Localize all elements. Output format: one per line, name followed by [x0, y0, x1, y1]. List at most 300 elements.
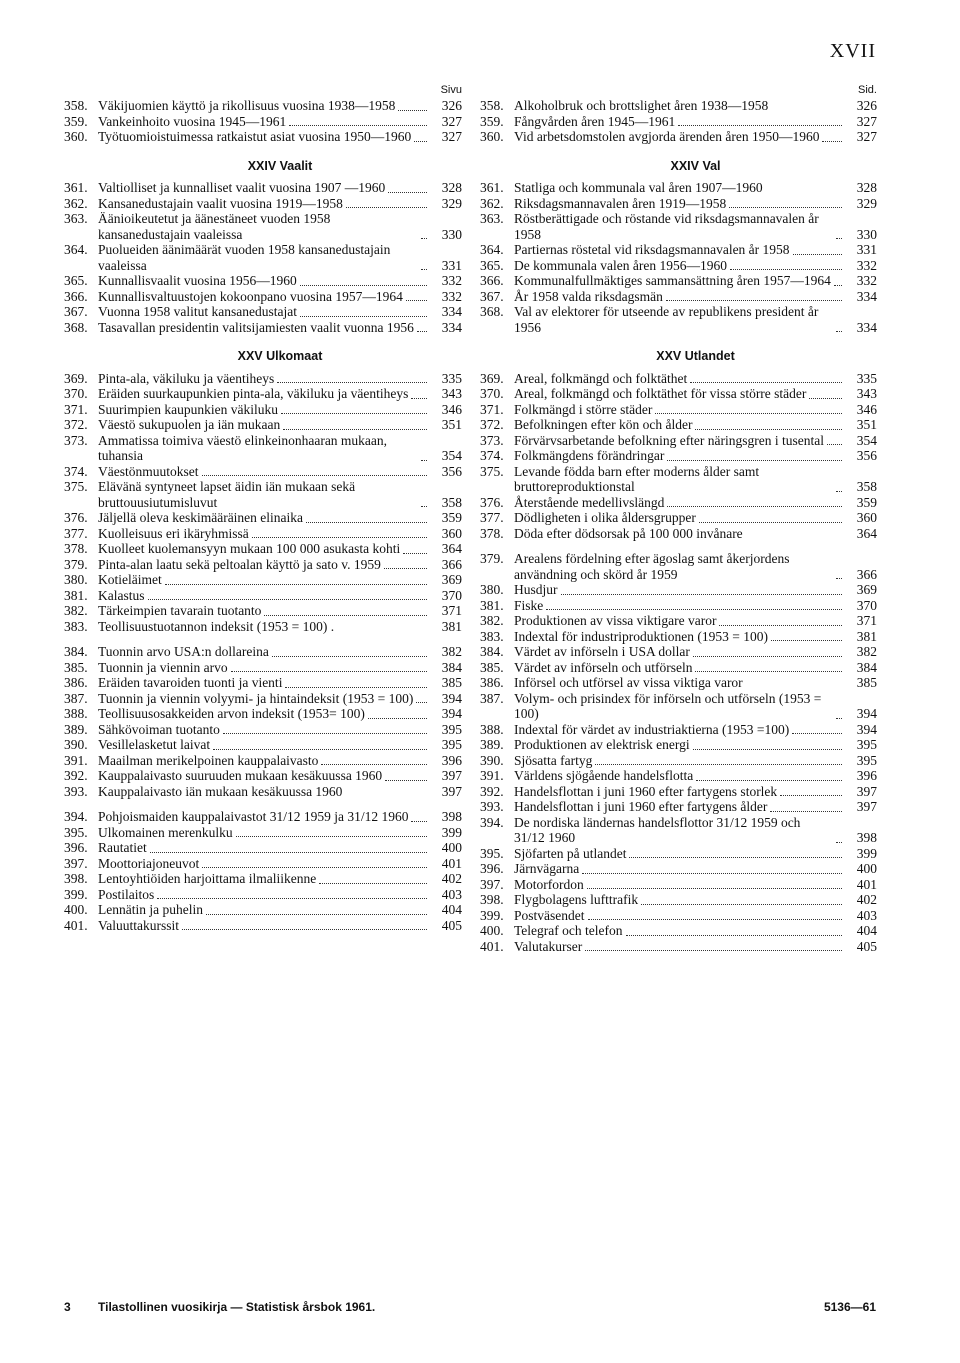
toc-entry [64, 129, 462, 145]
toc-entry [64, 320, 462, 336]
table-number: 400. [64, 902, 88, 917]
page-ref: 331 [856, 242, 877, 257]
page-ref: 385 [856, 675, 877, 690]
page-ref: 360 [441, 525, 462, 541]
table-number: 360. [64, 129, 88, 144]
table-title: Sjöfarten på utlandet [514, 845, 627, 861]
table-number: 383. [480, 628, 504, 644]
table-number: 361. [64, 180, 88, 195]
leader-dots [667, 459, 842, 461]
toc-entry [480, 510, 877, 526]
table-title: Väestönmuutokset [98, 463, 199, 479]
page-ref: 398 [856, 830, 877, 845]
leader-dots [202, 474, 428, 476]
leader-dots [300, 315, 427, 317]
toc-entry [480, 753, 877, 769]
table-number: 395. [480, 845, 504, 861]
table-title: Flygbolagens lufttrafik [514, 892, 639, 907]
table-number: 375. [480, 463, 504, 479]
page-ref: 343 [441, 386, 462, 401]
table-number: 374. [480, 448, 504, 463]
leader-dots [231, 670, 427, 672]
table-number: 386. [64, 675, 88, 690]
table-title: De kommunala valen åren 1956—1960 [514, 257, 727, 273]
toc-entry [480, 877, 877, 893]
toc-entry [64, 871, 462, 887]
leader-dots [150, 851, 427, 853]
table-number: 388. [480, 721, 504, 737]
toc-entry [64, 887, 462, 903]
toc-entry [64, 644, 462, 660]
toc-entry [480, 114, 877, 130]
leader-dots [223, 732, 427, 734]
page-ref: 385 [441, 675, 462, 690]
page-ref: 369 [441, 572, 462, 587]
page-ref: 384 [856, 659, 877, 675]
column-header-sivu: Sivu [440, 84, 462, 96]
leader-dots [587, 887, 842, 889]
toc-entry [480, 644, 877, 660]
page-ref: 395 [856, 752, 877, 768]
table-number: 380. [64, 572, 88, 587]
table-number: 393. [64, 783, 88, 799]
page-ref: 397 [856, 783, 877, 799]
page-ref: 364 [856, 525, 877, 541]
table-number: 364. [480, 242, 504, 257]
page-ref: 395 [856, 737, 877, 752]
page-ref: 327 [441, 129, 462, 144]
toc-entry [64, 840, 462, 856]
table-number: 394. [480, 814, 504, 830]
leader-dots [693, 655, 842, 657]
page-ref: 369 [856, 582, 877, 597]
page-ref: 327 [856, 113, 877, 129]
leader-dots [206, 913, 427, 915]
page-ref: 399 [441, 824, 462, 840]
page-ref: 395 [441, 721, 462, 737]
table-number: 386. [480, 675, 504, 690]
toc-entry [480, 598, 877, 614]
toc-entry [480, 273, 877, 289]
page-ref: 328 [441, 180, 462, 195]
page-ref: 370 [856, 597, 877, 613]
leader-dots [236, 835, 427, 837]
table-number: 383. [64, 618, 88, 634]
table-number: 363. [64, 211, 88, 226]
page-ref: 332 [856, 257, 877, 273]
leader-dots [337, 630, 427, 631]
table-number: 387. [64, 690, 88, 706]
page-ref: 371 [856, 613, 877, 628]
table-title: Jäljellä oleva keskimääräinen elinaika [98, 510, 304, 525]
table-number: 372. [480, 417, 504, 432]
leader-dots [695, 670, 842, 672]
toc-entry [480, 846, 877, 862]
table-number: 358. [480, 98, 504, 113]
table-title: År 1958 valda riksdagsmän [514, 288, 663, 304]
swedish-column [480, 82, 877, 954]
table-number: 391. [64, 752, 88, 768]
table-title: Kauppalaivasto suuruuden mukaan kesäkuussa 1960 [98, 768, 383, 783]
table-title: Värdet av införseln i USA dollar [514, 644, 690, 659]
table-number: 375. [64, 479, 88, 494]
leader-dots [836, 841, 842, 843]
table-number: 394. [64, 809, 88, 824]
toc-entry [64, 809, 462, 825]
table-title: Volym- och prisindex för införseln och utförseln (1953 = 100) [514, 690, 822, 721]
table-title: Tärkeimpien tavarain tuotanto [98, 603, 262, 618]
page-ref: 394 [441, 690, 462, 706]
leader-dots [695, 428, 842, 430]
table-title: Telegraf och telefon [514, 923, 623, 938]
page-ref: 346 [441, 401, 462, 417]
toc-entry [480, 582, 877, 598]
table-number: 381. [480, 597, 504, 613]
toc-entry [480, 417, 877, 433]
toc-entry [480, 495, 877, 511]
table-number: 396. [64, 840, 88, 855]
table-number: 390. [64, 737, 88, 752]
toc-entry [480, 551, 877, 582]
leader-dots [252, 536, 427, 538]
leader-dots [585, 949, 842, 951]
table-title: Tasavallan presidentin valitsijamiesten vaalit vuonna 1956 [98, 319, 414, 335]
group-spacer [64, 634, 462, 644]
table-title: Areal, folkmängd och folktäthet för vissa större städer [514, 386, 807, 401]
table-number: 380. [480, 582, 504, 597]
table-number: 378. [480, 525, 504, 541]
table-number: 398. [480, 892, 504, 907]
table-title: Folkmängdens förändringar [514, 448, 665, 463]
leader-dots [836, 330, 842, 332]
table-number: 361. [480, 180, 504, 195]
leader-dots [285, 686, 427, 688]
toc-entry [64, 371, 462, 387]
table-number: 366. [480, 273, 504, 288]
leader-dots [836, 717, 842, 719]
table-title: Väkijuomien käyttö ja rikollisuus vuosina 1938—1958 [98, 98, 396, 113]
table-title: Folkmängd i större städer [514, 401, 653, 417]
leader-dots [165, 583, 427, 585]
leader-dots [836, 490, 842, 492]
page-ref: 397 [856, 799, 877, 814]
table-title: Kotieläimet [98, 572, 162, 587]
page-ref: 351 [856, 417, 877, 432]
toc-entry [480, 464, 877, 495]
page-ref: 384 [441, 659, 462, 675]
toc-entry [480, 304, 877, 335]
toc-entry [64, 196, 462, 212]
table-number: 388. [64, 706, 88, 721]
page-ref: 334 [441, 319, 462, 335]
page-ref: 400 [441, 840, 462, 855]
table-title: Ammatissa toimiva väestö elinkeinonhaaran mukaan, tuhansia [98, 432, 388, 463]
table-title: Postilaitos [98, 886, 155, 902]
finnish-column [64, 82, 462, 933]
toc-entry [480, 386, 877, 402]
page-ref: 401 [856, 876, 877, 892]
table-number: 399. [64, 886, 88, 902]
toc-entry [64, 273, 462, 289]
table-number: 371. [480, 401, 504, 417]
toc-entry [480, 675, 877, 691]
page-ref: 397 [441, 783, 462, 799]
page-ref: 371 [441, 603, 462, 618]
leader-dots [696, 779, 842, 781]
leader-dots [655, 412, 842, 414]
toc-entry [480, 98, 877, 114]
leader-dots [385, 779, 427, 781]
leader-dots [264, 614, 427, 616]
page-ref: 332 [856, 273, 877, 288]
table-title: Kuolleisuus eri ikäryhmissä [98, 525, 249, 541]
page-ref: 351 [441, 417, 462, 432]
toc-entry [64, 304, 462, 320]
page-number: XVII [829, 40, 876, 62]
page-ref: 332 [441, 288, 462, 304]
toc-entry [480, 799, 877, 815]
table-title: Röstberättigade och röstande vid riksdagsmannavalen år 1958 [514, 211, 819, 242]
page-ref: 402 [856, 892, 877, 907]
page-ref: 326 [856, 98, 877, 113]
leader-dots [346, 206, 427, 208]
table-number: 370. [64, 386, 88, 401]
table-title: Befolkningen efter kön och ålder [514, 417, 693, 432]
leader-dots [388, 191, 427, 193]
toc-entry [480, 691, 877, 722]
leader-dots [746, 537, 842, 538]
leader-dots [321, 763, 427, 765]
table-title: Väestö sukupuolen ja iän mukaan [98, 417, 281, 432]
toc-entry [64, 619, 462, 635]
toc-entry [480, 196, 877, 212]
toc-entry [480, 923, 877, 939]
toc-entry [64, 737, 462, 753]
toc-entry [64, 768, 462, 784]
leader-dots [582, 872, 842, 874]
table-title: Produktionen av elektrisk energi [514, 737, 690, 752]
table-title: De nordiska ländernas handelsflottor 31/12 1959 och 31/12 1960 [514, 814, 801, 845]
table-number: 378. [64, 541, 88, 556]
table-number: 391. [480, 768, 504, 783]
leader-dots [588, 918, 843, 920]
toc-entry [64, 856, 462, 872]
toc-entry [64, 660, 462, 676]
toc-entry [64, 784, 462, 800]
table-title: Val av elektorer för utseende av republikens president år 1956 [514, 304, 819, 335]
table-number: 387. [480, 690, 504, 706]
page-ref: 405 [441, 917, 462, 933]
table-title: Levande födda barn efter moderns ålder samt bruttoreproduktionstal [514, 463, 760, 494]
page-ref: 330 [441, 226, 462, 242]
toc-entry [480, 402, 877, 418]
table-title: Riksdagsmannavalen åren 1919—1958 [514, 195, 727, 211]
page-ref: 396 [441, 752, 462, 768]
page-ref: 331 [441, 257, 462, 273]
table-title: Värdet av införseln och utförseln [514, 659, 693, 675]
leader-dots [561, 593, 843, 595]
table-title: Alkoholbruk och brottslighet åren 1938—1958 [514, 98, 769, 113]
table-number: 368. [480, 304, 504, 319]
toc-entry [64, 722, 462, 738]
table-number: 399. [480, 907, 504, 923]
table-title: Kauppalaivasto iän mukaan kesäkuussa 1960 [98, 783, 343, 799]
page-ref: 335 [441, 370, 462, 386]
entries-left [64, 98, 462, 933]
table-title: Puolueiden äänimäärät vuoden 1958 kansanedustajain vaaleissa [98, 242, 391, 273]
leader-dots [626, 934, 843, 936]
leader-dots [306, 521, 427, 523]
leader-dots [667, 505, 842, 507]
toc-entry [480, 939, 877, 955]
leader-dots [827, 443, 842, 445]
table-number: 376. [480, 494, 504, 510]
leader-dots [319, 882, 427, 884]
section-heading: XXIV Vaalit [247, 158, 313, 173]
page-ref: 354 [441, 448, 462, 463]
table-title: Eräiden suurkaupunkien pinta-ala, väkiluku ja väentiheys [98, 386, 409, 401]
table-number: 365. [64, 273, 88, 288]
table-number: 374. [64, 463, 88, 479]
page-ref: 354 [856, 432, 877, 448]
page-ref: 399 [856, 845, 877, 861]
table-number: 376. [64, 510, 88, 525]
toc-entry [480, 433, 877, 449]
page-ref: 359 [856, 494, 877, 510]
leader-dots [641, 903, 842, 905]
leader-dots [809, 397, 842, 399]
page-ref: 382 [441, 644, 462, 659]
leader-dots [406, 299, 427, 301]
table-title: Pinta-ala, väkiluku ja väentiheys [98, 370, 275, 386]
table-number: 389. [64, 721, 88, 737]
table-title: Fiske [514, 597, 544, 613]
table-number: 373. [480, 432, 504, 448]
leader-dots [384, 567, 427, 569]
table-title: Tuonnin ja viennin volyymi- ja hintaindeksit (1953 = 100) [98, 690, 414, 706]
table-number: 366. [64, 288, 88, 304]
toc-entry [480, 768, 877, 784]
table-title: Pohjoismaiden kauppalaivastot 31/12 1959 ja 31/12 1960 [98, 809, 409, 824]
table-title: Kuolleet kuolemansyyn mukaan 100 000 asukasta kohti [98, 541, 401, 556]
table-number: 398. [64, 871, 88, 886]
page-ref: 405 [856, 938, 877, 954]
footer-sheet-number: 3 [64, 1300, 71, 1314]
leader-dots [182, 928, 427, 930]
leader-dots [289, 124, 427, 126]
table-title: Döda efter dödsorsak på 100 000 invånare [514, 525, 743, 541]
table-number: 360. [480, 129, 504, 144]
leader-dots [730, 268, 842, 270]
leader-dots [345, 795, 427, 796]
leader-dots [792, 732, 842, 734]
toc-entry [480, 660, 877, 676]
table-title: Valutakurser [514, 938, 583, 954]
table-title: Sjösatta fartyg [514, 752, 593, 768]
table-title: Teollisuusosakkeiden arvon indeksit (1953= 100) [98, 706, 365, 721]
table-number: 382. [64, 603, 88, 618]
toc-entry [64, 918, 462, 934]
table-title: Förvärvsarbetande befolkning efter näringsgren i tusental [514, 432, 825, 448]
table-title: Ulkomainen merenkulku [98, 824, 233, 840]
page-ref: 332 [441, 273, 462, 288]
page-ref: 358 [441, 494, 462, 510]
table-number: 393. [480, 799, 504, 814]
toc-entry [64, 675, 462, 691]
section-heading: XXV Utlandet [656, 349, 735, 363]
table-number: 385. [64, 659, 88, 675]
table-title: Motorfordon [514, 876, 584, 892]
toc-entry [480, 180, 877, 196]
page-ref: 394 [441, 706, 462, 721]
page-ref: 329 [856, 195, 877, 211]
leader-dots [416, 701, 427, 703]
leader-dots [398, 109, 427, 111]
leader-dots [629, 856, 842, 858]
table-number: 379. [480, 551, 504, 566]
leader-dots [666, 299, 842, 301]
toc-entry [64, 402, 462, 418]
table-number: 397. [64, 855, 88, 871]
leader-dots [690, 381, 842, 383]
footer-print-code: 5136—61 [823, 1300, 876, 1314]
page-ref: 364 [441, 541, 462, 556]
table-title: Järnvägarna [514, 861, 580, 876]
table-title: Partiernas röstetal vid riksdagsmannavalen år 1958 [514, 242, 790, 257]
leader-dots [272, 655, 427, 657]
table-number: 372. [64, 417, 88, 432]
table-number: 384. [64, 644, 88, 659]
leader-dots [836, 237, 842, 239]
table-title: Indextal för industriproduktionen (1953 = 100) [514, 628, 768, 644]
leader-dots [421, 268, 427, 270]
leader-dots [693, 748, 842, 750]
page-ref: 356 [856, 448, 877, 463]
column-header-sid: Sid. [858, 84, 877, 96]
page-ref: 401 [441, 855, 462, 871]
table-number: 362. [64, 195, 88, 211]
table-number: 390. [480, 752, 504, 768]
toc-entry [480, 371, 877, 387]
table-title: Återstående medellivslängd [514, 494, 665, 510]
table-number: 365. [480, 257, 504, 273]
page-ref: 366 [856, 566, 877, 582]
page-ref: 346 [856, 401, 877, 417]
toc-entry [64, 526, 462, 542]
page-ref: 400 [856, 861, 877, 876]
table-title: Handelsflottan i juni 1960 efter fartygens ålder [514, 799, 768, 814]
table-title: Vid arbetsdomstolen avgjorda ärenden åren 1950—1960 [514, 129, 820, 144]
table-title: Valtiolliset ja kunnalliset vaalit vuosina 1907 —1960 [98, 180, 386, 195]
table-number: 395. [64, 824, 88, 840]
table-title: Tuonnin ja viennin arvo [98, 659, 228, 675]
page-ref: 395 [441, 737, 462, 752]
table-number: 370. [480, 386, 504, 401]
table-title: Areal, folkmängd och folktäthet [514, 370, 688, 386]
leader-dots [300, 284, 427, 286]
table-title: Sähkövoiman tuotanto [98, 721, 220, 737]
leader-dots [157, 897, 427, 899]
page-ref: 404 [441, 902, 462, 917]
table-number: 401. [64, 917, 88, 933]
page-ref: 397 [441, 768, 462, 783]
table-title: Suurimpien kaupunkien väkiluku [98, 401, 278, 417]
table-number: 362. [480, 195, 504, 211]
page-ref: 381 [441, 618, 462, 634]
toc-entry [480, 289, 877, 305]
page-ref: 327 [441, 113, 462, 129]
entries-right [480, 98, 877, 954]
